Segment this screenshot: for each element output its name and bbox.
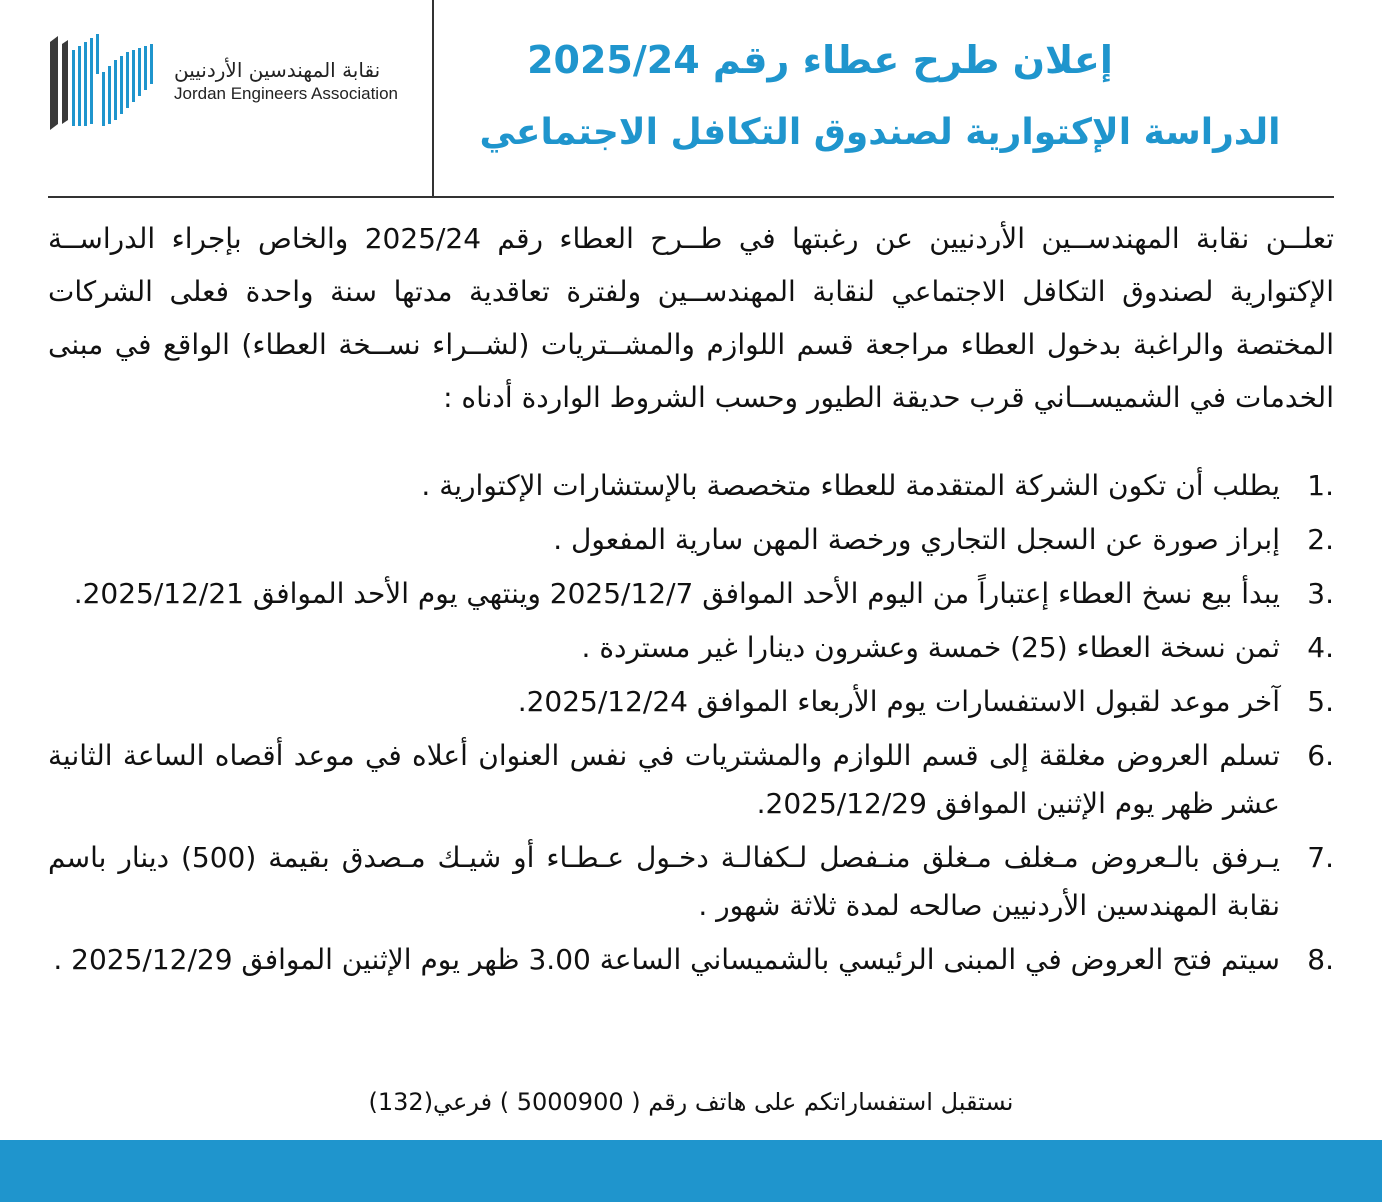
condition-item: [48, 732, 1334, 828]
condition-text: إبراز صورة عن السجل التجاري ورخصة المهن سارية المفعول .: [553, 523, 1280, 556]
header-vertical-divider: [432, 0, 434, 198]
announcement-title: إعلان طرح عطاء رقم 2025/24: [527, 38, 1113, 82]
condition-item: [48, 462, 1334, 510]
announcement-header: [0, 0, 1382, 198]
condition-number: .6: [1307, 739, 1334, 772]
conditions-list: [48, 462, 1334, 990]
condition-text: يبدأ بيع نسخ العطاء إعتباراً من اليوم الأحد الموافق 2025/12/7 وينتهي يوم الأحد الموافق 2025/12/21.: [73, 577, 1280, 610]
condition-item: [48, 624, 1334, 672]
condition-number: .7: [1307, 841, 1334, 874]
announcement-subtitle: الدراسة الإكتوارية لصندوق التكافل الاجتماعي: [479, 112, 1281, 153]
intro-paragraph: تعلــن نقابة المهندســين الأردنيين عن رغبتها في طــرح العطاء رقم 2025/24 والخاص بإجراء الدراســة الإكتوارية لصندوق التكافل الاجتماعي لنقابة المهندســين ولفترة تعاقدية مدتها سنة واحدة فعلى الشركات المختصة والراغبة بدخول العطاء مراجعة قسم اللوازم والمشــتريات (لشــراء نســخة العطاء) الواقع في مبنى الخدمات في الشميســاني قرب حديقة الطيور وحسب الشروط الواردة أدناه :: [48, 222, 1334, 414]
condition-item: [48, 678, 1334, 726]
header-horizontal-divider: [48, 196, 1334, 198]
condition-number: .1: [1307, 469, 1334, 502]
condition-text: آخر موعد لقبول الاستفسارات يوم الأربعاء الموافق 2025/12/24.: [517, 685, 1280, 718]
condition-number: .5: [1307, 685, 1334, 718]
condition-item: [48, 516, 1334, 564]
condition-item: [48, 834, 1334, 930]
contact-note: نستقبل استفساراتكم على هاتف رقم ( 5000900 ) فرعي(132): [368, 1088, 1014, 1116]
condition-text: يـرفق بالـعروض مـغلف مـغلق منـفصل لـكفالـة دخـول عـطـاء أو شيـك مـصدق بقيمة (500) دينار باسم نقابة المهندسين الأردنيين صالحه لمدة ثلاثة شهور .: [48, 841, 1280, 922]
condition-number: .2: [1307, 523, 1334, 556]
condition-text: ثمن نسخة العطاء (25) خمسة وعشرون دينارا غير مستردة .: [581, 631, 1280, 664]
condition-item: [48, 936, 1334, 984]
condition-number: .3: [1307, 577, 1334, 610]
condition-text: تسلم العروض مغلقة إلى قسم اللوازم والمشتريات في نفس العنوان أعلاه في موعد أقصاه الساعة الثانية عشر ظهر يوم الإثنين الموافق 2025/12/29.: [48, 739, 1280, 820]
logo-name-english: Jordan Engineers Association: [174, 84, 398, 103]
logo-name-arabic: نقابة المهندسين الأردنيين: [174, 58, 381, 82]
footer-bar: [0, 1140, 1382, 1202]
condition-number: .4: [1307, 631, 1334, 664]
association-logo: [40, 28, 420, 138]
condition-item: [48, 570, 1334, 618]
jea-logo-icon: [46, 32, 156, 132]
condition-text: يطلب أن تكون الشركة المتقدمة للعطاء متخصصة بالإستشارات الإكتوارية .: [421, 469, 1280, 502]
condition-number: .8: [1307, 943, 1334, 976]
condition-text: سيتم فتح العروض في المبنى الرئيسي بالشميساني الساعة 3.00 ظهر يوم الإثنين الموافق 2025/12/29 .: [53, 943, 1280, 976]
